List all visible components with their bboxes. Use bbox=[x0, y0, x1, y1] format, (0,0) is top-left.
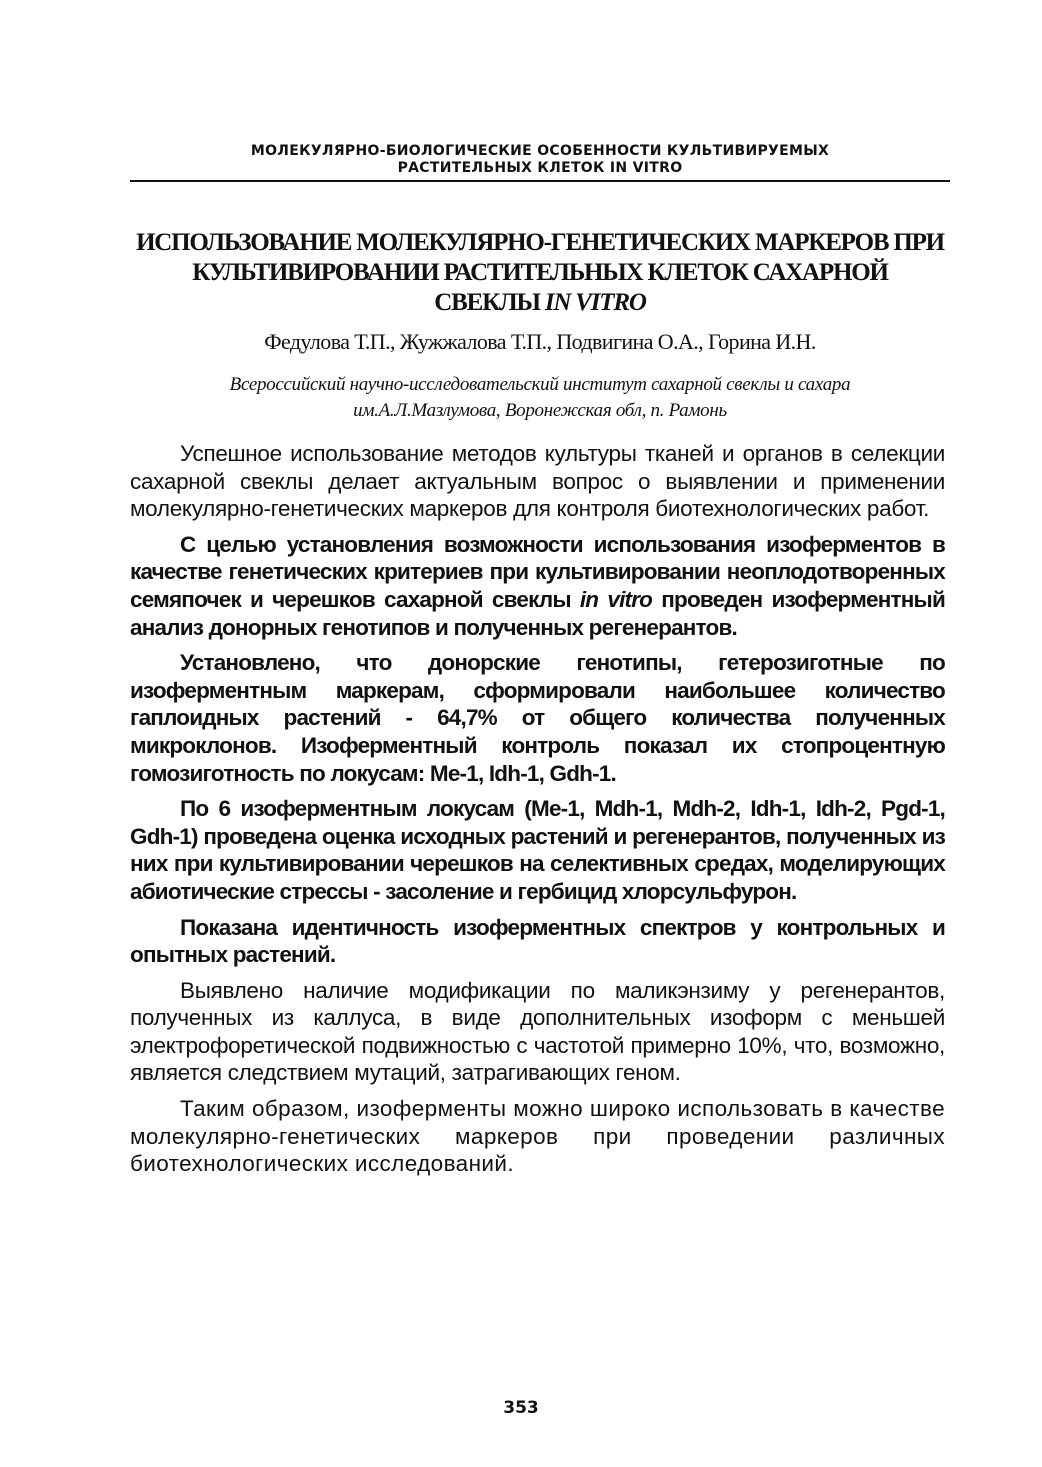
paragraph-2 bbox=[130, 531, 945, 641]
affiliation bbox=[130, 372, 950, 424]
article-body bbox=[130, 440, 945, 1186]
title-line-3 bbox=[125, 288, 955, 318]
title-line-2: КУЛЬТИВИРОВАНИИ РАСТИТЕЛЬНЫХ КЛЕТОК САХАРНОЙ bbox=[192, 259, 888, 286]
running-header-line-2: РАСТИТЕЛЬНЫХ КЛЕТОК IN VITRO bbox=[397, 160, 683, 176]
article-title bbox=[125, 228, 955, 318]
running-header-line-1: МОЛЕКУЛЯРНО-БИОЛОГИЧЕСКИЕ ОСОБЕННОСТИ КУЛЬТИВИРУЕМЫХ bbox=[250, 143, 830, 159]
paragraph-6: Выявлено наличие модификации по маликэнзиму у регенерантов, полученных из каллуса, в виде дополнительных изоформ с меньшей электрофоретической подвижностью с частотой примерно 10%, что, возможно, является следствием мутаций, затрагивающих геном. bbox=[130, 977, 945, 1086]
title-line-3-plain: СВЕКЛЫ bbox=[434, 289, 545, 316]
title-line-3-italic: IN VITRO bbox=[544, 289, 646, 316]
paragraph-1: Успешное использование методов культуры тканей и органов в селекции сахарной свеклы делает актуальным вопрос о выявлении и применении молекулярно-генетических маркеров для контроля биотехнологических работ. bbox=[130, 441, 945, 522]
page-number: 353 bbox=[503, 1398, 539, 1418]
paragraph-2-italic: in vitro bbox=[579, 586, 653, 612]
paragraph-5: Показана идентичность изоферментных спектров у контрольных и опытных растений. bbox=[130, 914, 945, 968]
paragraph-2-start: С целью установления возможности использования изоферментов в качестве генетических критериев при культивировании неоплодотворенных семяпочек и черешков сахарной свеклы bbox=[130, 531, 945, 612]
authors: Федулова Т.П., Жужжалова Т.П., Подвигина О.А., Горина И.Н. bbox=[264, 329, 816, 354]
affiliation-line-2: им.А.Л.Мазлумова, Воронежская обл, п. Рамонь bbox=[353, 400, 727, 421]
header-rule bbox=[130, 180, 950, 182]
paragraph-4: По 6 изоферментным локусам (Me-1, Mdh-1, Mdh-2, Idh-1, Idh-2, Pgd-1, Gdh-1) проведена оценка исходных растений и регенерантов, полученных из них при культивировании черешков на селективных средах, моделирующих абиотические стрессы - засоление и гербицид хлорсульфурон. bbox=[130, 796, 945, 904]
affiliation-line-1: Всероссийский научно-исследовательский институт сахарной свеклы и сахара bbox=[229, 374, 851, 395]
title-line-1: ИСПОЛЬЗОВАНИЕ МОЛЕКУЛЯРНО-ГЕНЕТИЧЕСКИХ МАРКЕРОВ ПРИ bbox=[136, 229, 944, 256]
running-header bbox=[130, 143, 950, 177]
paragraph-7: Таким образом, изоферменты можно широко использовать в качестве молекулярно-генетических маркеров при проведении различных биотехнологических исследований. bbox=[130, 1096, 945, 1177]
paragraph-2-end: проведен изоферментный анализ донорных генотипов и полученных регенерантов. bbox=[130, 586, 946, 640]
paragraph-3: Установлено, что донорские генотипы, гетерозиготные по изоферментным маркерам, сформировали наибольшее количество гаплоидных растений - 64,7% от общего количества полученных микроклонов. Изоферментный контроль показал их стопроцентную гомозиготность по локусам: Me-1, Idh-1, Gdh-1. bbox=[130, 650, 945, 786]
